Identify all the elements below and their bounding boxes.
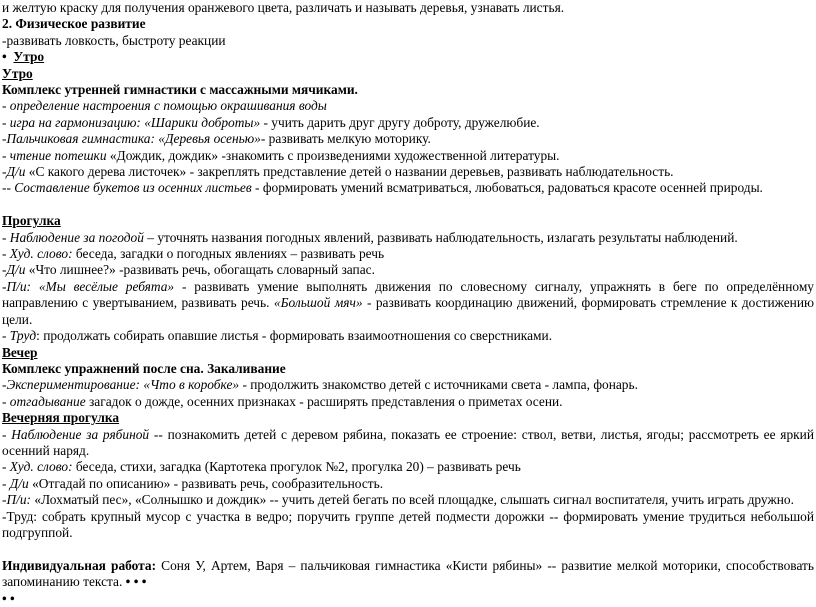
heading-after-sleep: Комплекс упражнений после сна. Закаливание	[2, 360, 286, 376]
text-line	[2, 115, 814, 131]
text-paragraph: -Труд: собрать крупный мусор с участка в ведро; поручить группе детей подмести дорожки -- формировать умение трудиться небольшой подгруппой.	[2, 508, 814, 540]
bullet-dots-icon: • •	[2, 590, 15, 606]
activity-name: - Труд	[2, 328, 37, 344]
text-line	[2, 180, 814, 196]
activity-goal: беседа, загадки о погодных явлениях – развивать речь	[72, 246, 385, 262]
blank-line	[2, 197, 814, 213]
activity-goal: - формировать умений всматриваться, любоваться, радоваться красоте осенней природы.	[251, 180, 763, 196]
heading-evening: Вечер	[2, 344, 38, 360]
activity-name: - Наблюдение за рябиной	[2, 426, 150, 442]
activity-name: -- Составление букетов из осенних листьев	[2, 180, 252, 196]
activity-goal: «С какого дерева листочек» - закреплять представление детей о названии деревьев, развивать наблюдательность.	[25, 164, 674, 180]
activity-name: -П/и:	[2, 492, 32, 508]
activity-name: - Худ. слово:	[2, 246, 73, 262]
bullet-heading-morning	[2, 49, 814, 65]
blank-line	[2, 541, 814, 557]
heading-morning: Утро	[2, 65, 33, 81]
text-line	[2, 246, 814, 262]
activity-name: - игра на гармонизацию: «Шарики доброты»	[2, 114, 261, 130]
text-line	[2, 459, 814, 475]
text-line	[2, 492, 814, 508]
activity-goal: «Отгадай по описанию» - развивать речь, сообразительность.	[28, 475, 384, 491]
text-line	[2, 230, 814, 246]
text-paragraph	[2, 427, 814, 460]
activity-goal: – уточнять названия погодных явлений, развивать наблюдательность, излагать результаты наблюдений.	[143, 229, 738, 245]
heading-walk: Прогулка	[2, 213, 61, 229]
section-heading-physical: 2. Физическое развитие	[2, 16, 146, 32]
text-line	[2, 262, 814, 278]
text-line	[2, 328, 814, 344]
activity-goal: - развивать мелкую моторику.	[260, 131, 431, 147]
activity-goal: - развивать координацию движений, формировать стремление к достижению цели.	[2, 295, 814, 327]
activity-name: -Экспериментирование: «Что в коробке»	[2, 377, 240, 393]
activity-name: - Д/и	[2, 475, 29, 491]
activity-goal: - развивать умение выполнять движения по словесному сигналу, упражнять в беге по определённому направлению с увертыванием, развивать речь.	[2, 278, 814, 311]
activity-goal: - продолжить знакомство детей с источниками света - лампа, фонарь.	[239, 377, 638, 393]
bullet-heading-label: Утро	[13, 49, 45, 65]
individual-work-label: Индивидуальная работа:	[2, 557, 157, 573]
activity-goal: «Дождик, дождик» -знакомить с произведениями художественной литературы.	[106, 147, 560, 163]
activity-goal: - учить дарить друг другу доброту, дружелюбие.	[260, 114, 540, 130]
activity-name: - чтение потешки	[2, 147, 107, 163]
activity-goal: : продолжать собирать опавшие листья - формировать взаимоотношения со сверстниками.	[36, 328, 553, 344]
text-line	[2, 394, 814, 410]
activity-name: -П/и: «Мы весёлые ребята»	[2, 278, 175, 294]
activity-goal: «Что лишнее?» -развивать речь, обогащать словарный запас.	[25, 262, 375, 278]
text-line: и желтую краску для получения оранжевого цвета, различать и называть деревья, узнавать листья.	[2, 0, 565, 15]
text-line: -развивать ловкость, быстроту реакции	[2, 32, 226, 48]
text-line	[2, 476, 814, 492]
activity-name: «Большой мяч»	[273, 295, 363, 311]
bullet-dots-icon: • • •	[122, 574, 147, 590]
text-line	[2, 131, 814, 147]
individual-work-text: Соня У, Артем, Варя – пальчиковая гимнастика «Кисти рябины» -- развитие мелкой моторики, способствовать запоминанию текста.	[2, 557, 814, 590]
activity-goal: -- познакомить детей с деревом рябина, показать ее строение: ствол, ветви, листья, ягоды; рассмотреть ее яркий осенний наряд.	[2, 426, 814, 458]
activity-name: -Пальчиковая гимнастика: «Деревья осенью»	[2, 131, 261, 147]
heading-gymnastics: Комплекс утренней гимнастики с массажными мячиками.	[2, 82, 358, 98]
activity-name: - отгадывание	[2, 393, 86, 409]
activity-goal: «Лохматый пес», «Солнышко и дождик» -- учить детей бегать по всей площадке, слышать сигнал воспитателя, учить играть дружно.	[31, 492, 794, 508]
activity-name: - Наблюдение за погодой	[2, 229, 144, 245]
text-paragraph	[2, 279, 814, 328]
activity-name: -Д/и	[2, 164, 26, 180]
activity-goal: загадок о дожде, осенних признаках - расширять представления о приметах осени.	[85, 393, 563, 409]
activity-name: - Худ. слово:	[2, 459, 73, 475]
activity-goal: беседа, стихи, загадка (Картотека прогулок №2, прогулка 20) – развивать речь	[72, 459, 521, 475]
text-paragraph-individual	[2, 558, 814, 591]
text-line	[2, 377, 814, 393]
text-line	[2, 148, 814, 164]
text-line: - определение настроения с помощью окрашивания воды	[2, 98, 327, 114]
text-line	[2, 164, 814, 180]
heading-evening-walk: Вечерняя прогулка	[2, 410, 120, 426]
activity-name: -Д/и	[2, 262, 26, 278]
bullet-icon: •	[2, 49, 7, 65]
